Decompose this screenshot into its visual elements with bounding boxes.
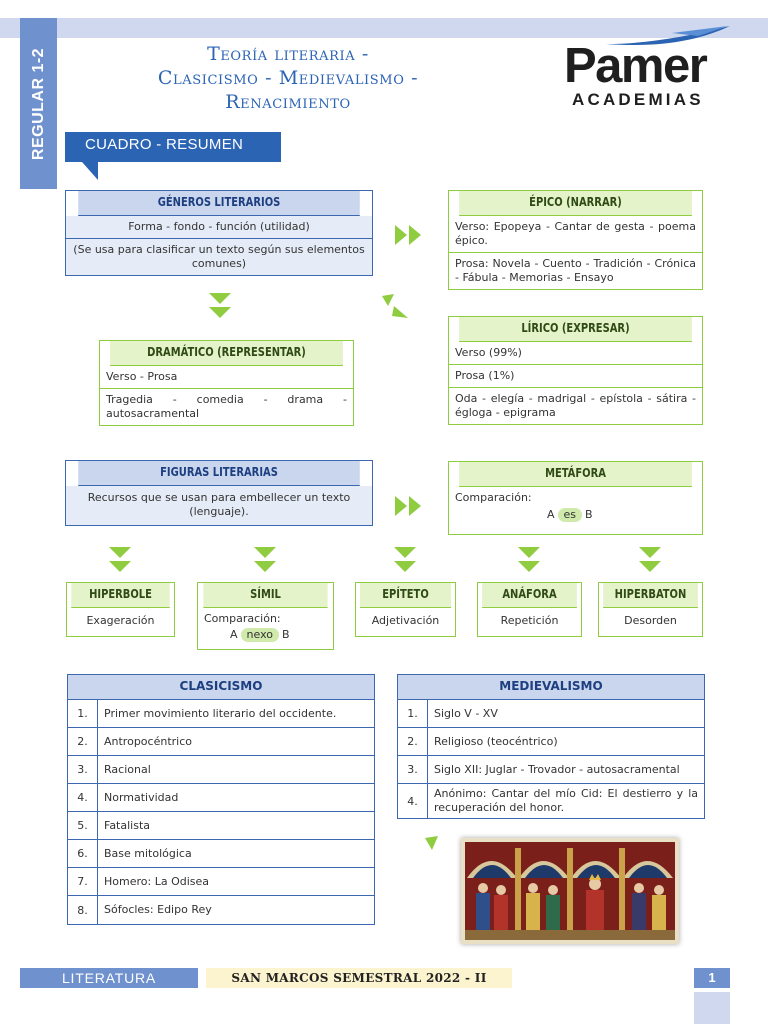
row-number: 2.	[68, 728, 98, 755]
row-text: Antropocéntrico	[104, 734, 192, 748]
simil-b: B	[281, 628, 290, 641]
chevron-diagonal-icon	[424, 834, 442, 852]
hiperbaton-text: Desorden	[599, 608, 702, 632]
table-row	[398, 784, 704, 818]
generos-row-2: (Se usa para clasificar un texto según sus elementos comunes)	[66, 239, 372, 275]
double-chevron-down-icon	[208, 292, 232, 322]
generos-row-1: Forma - fondo - función (utilidad)	[66, 216, 372, 239]
table-row	[398, 700, 704, 728]
clasicismo-header: CLASICISMO	[68, 675, 374, 700]
epiteto-text: Adjetivación	[356, 608, 455, 632]
anafora-header: ANÁFORA	[482, 583, 577, 608]
double-chevron-down-icon	[393, 546, 417, 576]
row-number: 2.	[398, 728, 428, 755]
side-tab	[20, 18, 57, 189]
clasicismo-table	[67, 674, 375, 925]
generos-header: GÉNEROS LITERARIOS	[78, 191, 360, 216]
painting-illustration	[461, 838, 679, 944]
table-row	[68, 896, 374, 924]
hiperbole-header: HIPERBOLE	[71, 583, 169, 608]
logo-sub: ACADEMIAS	[572, 90, 704, 109]
footer-subject: LITERATURA	[20, 968, 198, 988]
epico-row-2: Prosa: Novela - Cuento - Tradición - Crónica - Fábula - Memorias - Ensayo	[449, 253, 702, 289]
row-text: Base mitológica	[104, 846, 192, 860]
double-chevron-right-icon	[394, 224, 426, 246]
simil-header: SÍMIL	[203, 583, 327, 608]
epico-header: ÉPICO (NARRAR)	[459, 191, 692, 216]
metafora-link: es	[558, 508, 583, 522]
row-number: 4.	[398, 784, 428, 818]
simil-box	[197, 582, 334, 650]
row-number: 8.	[68, 896, 98, 924]
hiperbole-box	[66, 582, 175, 637]
double-chevron-down-icon	[517, 546, 541, 576]
row-number: 4.	[68, 784, 98, 811]
metafora-a: A	[547, 508, 555, 521]
row-number: 3.	[398, 756, 428, 783]
simil-formula	[204, 628, 327, 642]
metafora-box	[448, 461, 703, 535]
double-chevron-diagonal-icon	[380, 292, 410, 320]
epico-row-1: Verso: Epopeya - Cantar de gesta - poema épico.	[449, 216, 702, 253]
table-row	[68, 784, 374, 812]
double-chevron-down-icon	[253, 546, 277, 576]
row-number: 7.	[68, 868, 98, 895]
row-text: Fatalista	[104, 818, 151, 832]
row-text: Primer movimiento literario del occidente.	[104, 706, 337, 720]
lirico-row-2: Prosa (1%)	[449, 365, 702, 388]
figuras-box	[65, 460, 373, 526]
lirico-box	[448, 316, 703, 425]
anafora-box	[477, 582, 582, 637]
hiperbaton-header: HIPERBATON	[603, 583, 698, 608]
double-chevron-down-icon	[638, 546, 662, 576]
row-text: Siglo V - XV	[434, 706, 498, 720]
simil-a: A	[230, 628, 238, 641]
row-text: Normatividad	[104, 790, 179, 804]
row-number: 5.	[68, 812, 98, 839]
table-row	[398, 756, 704, 784]
row-number: 6.	[68, 840, 98, 867]
section-label: CUADRO - RESUMEN	[65, 132, 281, 162]
simil-body	[198, 608, 333, 646]
row-number: 3.	[68, 756, 98, 783]
lirico-row-1: Verso (99%)	[449, 342, 702, 365]
anafora-text: Repetición	[478, 608, 581, 632]
section-label-tail	[82, 162, 98, 180]
epiteto-header: EPÍTETO	[360, 583, 451, 608]
metafora-label: Comparación:	[455, 491, 532, 504]
row-text: Siglo XII: Juglar - Trovador - autosacramental	[434, 762, 680, 776]
row-text: Sófocles: Edipo Rey	[104, 903, 212, 916]
row-text: Anónimo: Cantar del mío Cid: El destierro y la recuperación del honor.	[434, 787, 698, 814]
row-text: Racional	[104, 762, 151, 776]
table-row	[398, 728, 704, 756]
table-row	[68, 728, 374, 756]
table-row	[68, 756, 374, 784]
row-text: Homero: La Odisea	[104, 874, 209, 888]
medievalismo-table	[397, 674, 705, 819]
title-line-2: Clasicismo - Medievalismo -	[157, 67, 419, 89]
dramatico-header: DRAMÁTICO (REPRESENTAR)	[110, 341, 343, 366]
page-title	[96, 42, 480, 114]
double-chevron-down-icon	[108, 546, 132, 576]
dramatico-box	[99, 340, 354, 426]
row-number: 1.	[68, 700, 98, 727]
table-row	[68, 868, 374, 896]
figuras-row-1: Recursos que se usan para embellecer un texto (lenguaje).	[66, 486, 372, 525]
medievalismo-header: MEDIEVALISMO	[398, 675, 704, 700]
footer-band	[694, 992, 730, 1024]
title-line-1: Teoría literaria -	[207, 43, 369, 65]
simil-label: Comparación:	[204, 612, 281, 625]
side-tab-label: REGULAR 1-2	[29, 47, 47, 160]
metafora-formula	[455, 508, 696, 522]
table-row	[68, 700, 374, 728]
lirico-header: LÍRICO (EXPRESAR)	[459, 317, 692, 342]
epico-box	[448, 190, 703, 290]
table-row	[68, 840, 374, 868]
dramatico-row-2: Tragedia - comedia - drama - autosacramental	[100, 389, 353, 425]
figuras-header: FIGURAS LITERARIAS	[78, 461, 360, 486]
logo-word: Pamer	[564, 39, 707, 93]
medieval-painting	[461, 838, 679, 944]
hiperbole-text: Exageración	[67, 608, 174, 632]
metafora-body	[449, 487, 702, 526]
double-chevron-right-icon	[394, 495, 426, 517]
page-number: 1	[694, 968, 730, 988]
metafora-b: B	[585, 508, 593, 521]
metafora-header: METÁFORA	[459, 462, 692, 487]
footer-course: SAN MARCOS SEMESTRAL 2022 - II	[206, 968, 512, 988]
hiperbaton-box	[598, 582, 703, 637]
row-number: 1.	[398, 700, 428, 727]
dramatico-row-1: Verso - Prosa	[100, 366, 353, 389]
lirico-row-3: Oda - elegía - madrigal - epístola - sátira - égloga - epigrama	[449, 388, 702, 424]
epiteto-box	[355, 582, 456, 637]
pamer-logo	[562, 24, 738, 120]
title-line-3: Renacimiento	[225, 91, 351, 113]
generos-box	[65, 190, 373, 276]
table-row	[68, 812, 374, 840]
row-text: Religioso (teocéntrico)	[434, 734, 558, 748]
simil-link: nexo	[241, 628, 279, 642]
